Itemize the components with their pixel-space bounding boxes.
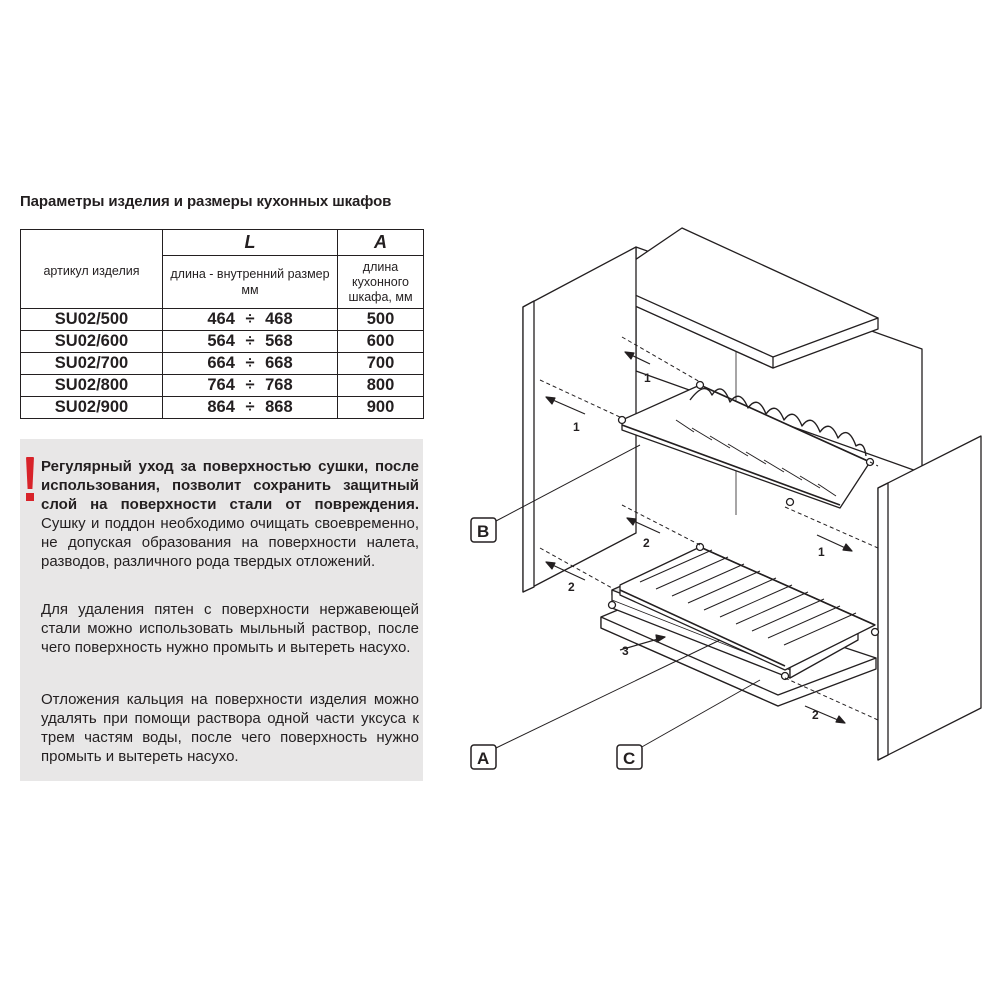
- step-1-right: 1: [818, 545, 825, 559]
- cell-L: 864 ÷ 868: [163, 397, 338, 419]
- notice-paragraph-1: Регулярный уход за поверхностью сушки, после использования, позволит сохранить защитный слой на поверхности стали от повреждения. Сушку и поддон необходимо очищать своевременно, не допуская образования на поверхности налета, разводов, различного рода твердых отложений.: [41, 458, 419, 570]
- header-article: артикул изделия: [21, 230, 163, 309]
- step-2-left: 2: [568, 580, 575, 594]
- cell-L: 464 ÷ 468: [163, 309, 338, 331]
- cell-A: 700: [338, 353, 424, 375]
- page-title: Параметры изделия и размеры кухонных шкафов: [20, 193, 392, 210]
- step-3: 3: [622, 644, 629, 658]
- cell-article: SU02/800: [21, 375, 163, 397]
- header-A-description: длина кухонного шкафа, мм: [338, 256, 424, 309]
- step-2-right: 2: [812, 708, 819, 722]
- header-A: A: [338, 230, 424, 256]
- cell-L: 764 ÷ 768: [163, 375, 338, 397]
- cell-A: 900: [338, 397, 424, 419]
- step-2-top: 2: [643, 536, 650, 550]
- cell-article: SU02/500: [21, 309, 163, 331]
- label-A: A: [477, 749, 490, 768]
- header-L-description: длина - внутренний размер мм: [163, 256, 338, 309]
- cell-A: 800: [338, 375, 424, 397]
- cell-A: 600: [338, 331, 424, 353]
- cell-article: SU02/600: [21, 331, 163, 353]
- cell-A: 500: [338, 309, 424, 331]
- cell-L: 564 ÷ 568: [163, 331, 338, 353]
- header-L: L: [163, 230, 338, 256]
- cabinet-right-panel: [878, 436, 981, 760]
- cell-L: 664 ÷ 668: [163, 353, 338, 375]
- notice-paragraph-2: Для удаления пятен с поверхности нержавеющей стали можно использовать мыльный раствор, после чего поверхность нужно промыть и вытереть насухо.: [41, 601, 419, 656]
- step-1-left: 1: [573, 420, 580, 434]
- cell-article: SU02/700: [21, 353, 163, 375]
- label-C: C: [623, 749, 636, 768]
- step-1-top: 1: [644, 371, 651, 385]
- cell-article: SU02/900: [21, 397, 163, 419]
- label-B: B: [477, 522, 490, 541]
- notice-paragraph-3: Отложения кальция на поверхности изделия можно удалять при помощи раствора одной части уксуса к трем частям воды, после чего поверхность нужно промыть и вытереть насухо.: [41, 691, 419, 765]
